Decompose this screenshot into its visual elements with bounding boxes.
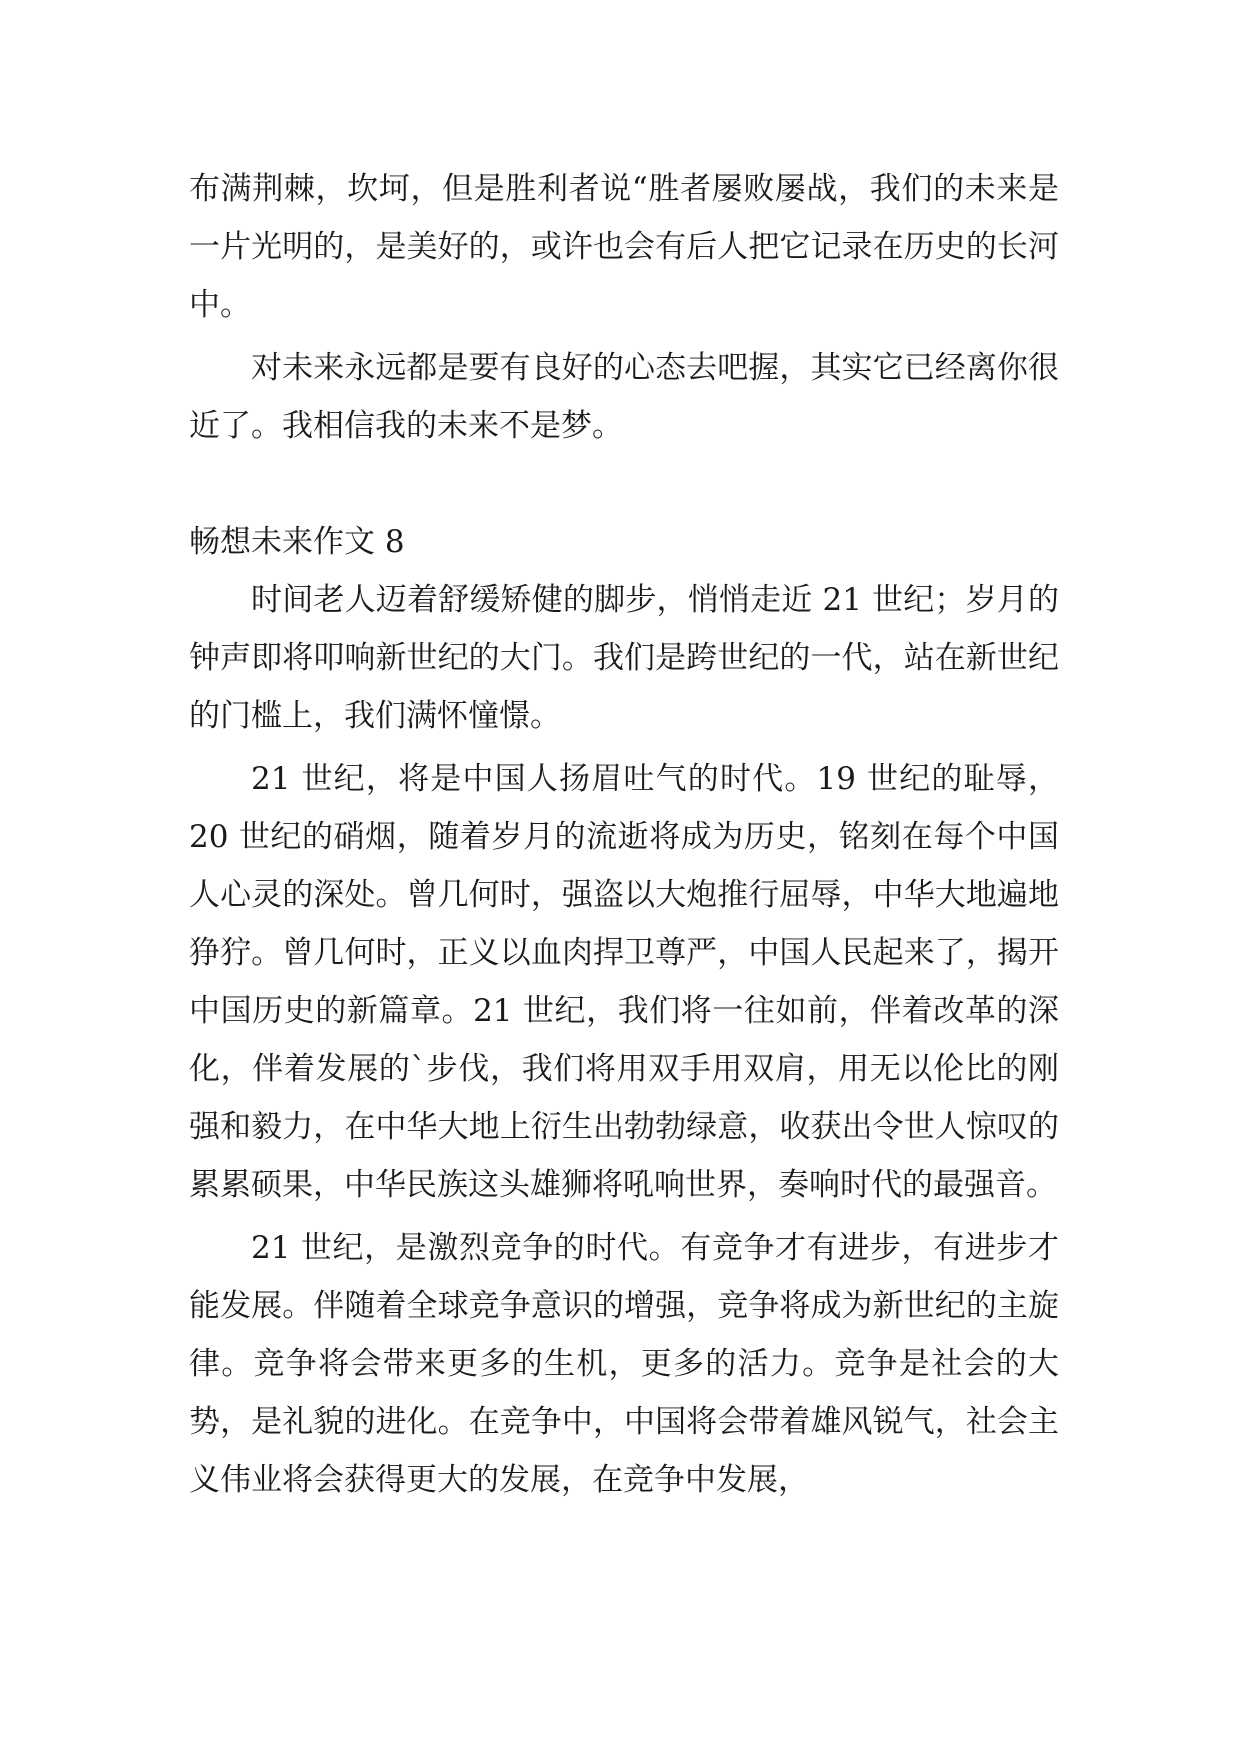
paragraph-continued: 布满荆棘，坎坷，但是胜利者说“胜者屡败屡战，我们的未来是一片光明的，是美好的，或许也会有后人把它记录在历史的长河中。 (189, 171, 1059, 323)
paragraph-chinese-era: 21 世纪，将是中国人扬眉吐气的时代。19 世纪的耻辱，20 世纪的硝烟，随着岁月的流逝将成为历史，铭刻在每个中国人心灵的深处。曾几何时，强盗以大炮推行屈辱，中华大地遍地狰狞。曾几何时，正义以血肉捍卫尊严，中国人民起来了，揭开中国历史的新篇章。21 世纪，我们将一往如前，伴着改革的深化，伴着发展的`步伐，我们将用双手用双肩，用无以伦比的刚强和毅力，在中华大地上衍生出勃勃绿意，收获出令世人惊叹的累累硕果，中华民族这头雄狮将吼响世界，奏响时代的最强音。 (189, 761, 1059, 1203)
paragraph-future-mindset: 对未来永远都是要有良好的心态去吧握，其实它已经离你很近了。我相信我的未来不是梦。 (189, 350, 1059, 444)
paragraph-new-century: 时间老人迈着舒缓矫健的脚步，悄悄走近 21 世纪；岁月的钟声即将叩响新世纪的大门。我们是跨世纪的一代，站在新世纪的门槛上，我们满怀憧憬。 (189, 582, 1059, 734)
document-body (189, 160, 1059, 1509)
section-title: 畅想未来作文 8 (189, 524, 405, 560)
paragraph-competition-era: 21 世纪，是激烈竞争的时代。有竞争才有进步，有进步才能发展。伴随着全球竞争意识的增强，竞争将成为新世纪的主旋律。竞争将会带来更多的生机，更多的活力。竞争是社会的大势，是礼貌的进化。在竞争中，中国将会带着雄风锐气，社会主义伟业将会获得更大的发展，在竞争中发展， (189, 1230, 1059, 1498)
